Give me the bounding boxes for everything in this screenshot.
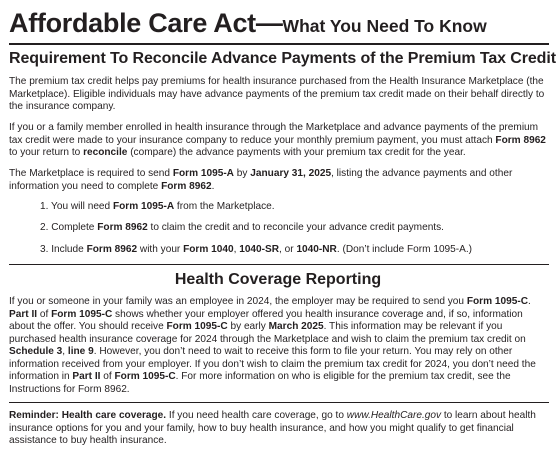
- section2-heading: Health Coverage Reporting: [174, 271, 382, 288]
- section1-heading: Requirement To Reconcile Advance Payments of the Premium Tax Credit: [9, 50, 556, 67]
- reminder-divider: [9, 402, 549, 403]
- list-item: 1. You will need Form 1095-A from the Marketplace.: [40, 201, 275, 212]
- section-divider: [9, 264, 549, 265]
- title-rule: [9, 43, 549, 45]
- list-item: 2. Complete Form 8962 to claim the credit and to reconcile your advance credit payments.: [40, 222, 444, 234]
- section2-paragraph: If you or someone in your family was an employee in 2024, the employer may be required to send you Form 1095-C. Part II of Form 1095-C shows whether your employer offered you health insurance coverage and, if so, information about the offer. You should receive Form 1095-C by early March 2025. This information may be relevant if you purchased health insurance coverage for 2024 through the Marketplace and wish to claim the premium tax credit on Schedule 3, line 9. However, you don’t need to wait to receive this form to file your return. You may rely on other information received from your employer. If you don’t wish to claim the premium tax credit for 2024, you don’t need the information in Part II of Form 1095-C. For more information on who is eligible for the premium tax credit, see the Instructions for Form 8962.: [9, 296, 536, 395]
- list-item: 3. Include Form 8962 with your Form 1040, 1040-SR, or 1040-NR. (Don’t include Form 1095-A.): [40, 243, 473, 255]
- section1-paragraph-2: If you or a family member enrolled in health insurance through the Marketplace and advance payments of the premium tax credit were made to your insurance company to reduce your monthly premium payment, you must attach Form 8962 to your return to reconcile (compare) the advance payments with your premium tax credit for the year.: [9, 122, 546, 158]
- steps-list: [40, 201, 549, 265]
- page-title: [9, 8, 487, 39]
- title-main: Affordable Care Act—: [9, 8, 283, 38]
- reminder-label: Reminder: Health care coverage.: [9, 410, 167, 421]
- reminder-paragraph: Reminder: Health care coverage. If you need health care coverage, go to www.HealthCare.gov to learn about health insurance options for you and your family, how to buy health insurance, and how you might qualify to get financial assistance to buy health insurance.: [9, 410, 536, 446]
- healthcare-link[interactable]: www.HealthCare.gov: [346, 410, 442, 421]
- section1-paragraph-3: The Marketplace is required to send Form 1095-A by January 31, 2025, listing the advance payments and other information you need to complete Form 8962.: [9, 168, 513, 192]
- title-subtitle: What You Need To Know: [282, 16, 487, 36]
- section1-paragraph-1: The premium tax credit helps pay premiums for health insurance purchased from the Health Insurance Marketplace (the Marketplace). Eligible individuals may have advance payments of the premium tax credit made on their behalf directly to the insurance company.: [9, 76, 545, 112]
